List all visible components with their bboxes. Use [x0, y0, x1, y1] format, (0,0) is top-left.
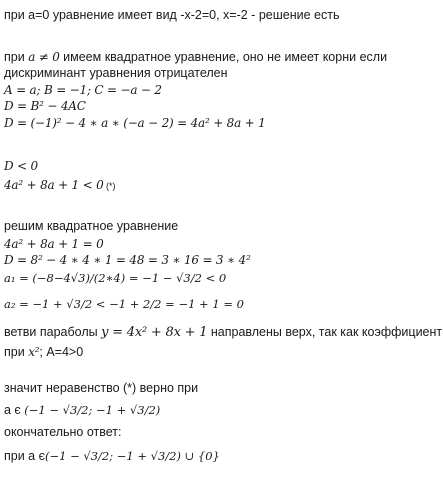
math-discriminant-formula: D = B² − 4AC — [4, 99, 86, 113]
line-final-answer — [4, 447, 220, 465]
line-interval — [4, 401, 160, 419]
math-fragment: x² — [28, 345, 40, 359]
text-fragment: при а є — [4, 449, 45, 463]
math-fragment: 4a² + 8a + 1 < 0 — [4, 178, 104, 192]
text-fragment: а є — [4, 403, 25, 417]
line-solve-quadratic: решим квадратное уравнение — [4, 219, 179, 233]
star-mark: (*) — [103, 181, 116, 191]
math-fragment: y = 4x² + 8x + 1 — [101, 325, 208, 340]
math-coefficients: A = a; B = −1; C = −a − 2 — [4, 83, 162, 97]
text-fragment: ветви параболы — [4, 325, 102, 339]
line-a-zero-case: при а=0 уравнение имеет вид -х-2=0, х=-2 - решение есть — [4, 8, 340, 22]
math-fragment: (−1 − √3/2; −1 + √3/2) — [24, 403, 161, 417]
text-fragment: имеем квадратное уравнение, оно не имеет корни если — [59, 50, 388, 64]
math-discriminant-expansion: D = (−1)² − 4 ∗ a ∗ (−a − 2) = 4a² + 8a + 1 — [4, 116, 266, 130]
math-fragment: a ≠ 0 — [28, 50, 60, 64]
line-parabola-branches — [4, 323, 442, 341]
text-fragment: при — [4, 345, 29, 359]
math-d-less-zero: D < 0 — [4, 159, 38, 173]
math-root-a2: a₂ = −1 + √3/2 < −1 + 2/2 = −1 + 1 = 0 — [4, 297, 244, 311]
math-root-a1: a₁ = (−8−4√3)/(2∗4) = −1 − √3/2 < 0 — [4, 271, 227, 285]
math-discriminant-value: D = 8² − 4 ∗ 4 ∗ 1 = 48 = 3 ∗ 16 = 3 ∗ 4² — [4, 253, 251, 267]
text-fragment: ; А=4>0 — [39, 345, 84, 359]
line-final-answer-label: окончательно ответ: — [4, 425, 122, 439]
math-inequality-star — [4, 176, 116, 194]
math-fragment: (−1 − √3/2; −1 + √3/2) ∪ {0} — [44, 449, 220, 463]
text-fragment: направлены верх, так как коэффициент — [207, 325, 443, 339]
line-discriminant-negative: дискриминант уравнения отрицателен — [4, 66, 228, 80]
text-fragment: при — [4, 50, 29, 64]
line-coefficient-positive — [4, 343, 83, 361]
line-a-nonzero-case — [4, 48, 387, 66]
line-inequality-true-when: значит неравенство (*) верно при — [4, 381, 199, 395]
math-quadratic-equation: 4a² + 8a + 1 = 0 — [4, 237, 104, 251]
